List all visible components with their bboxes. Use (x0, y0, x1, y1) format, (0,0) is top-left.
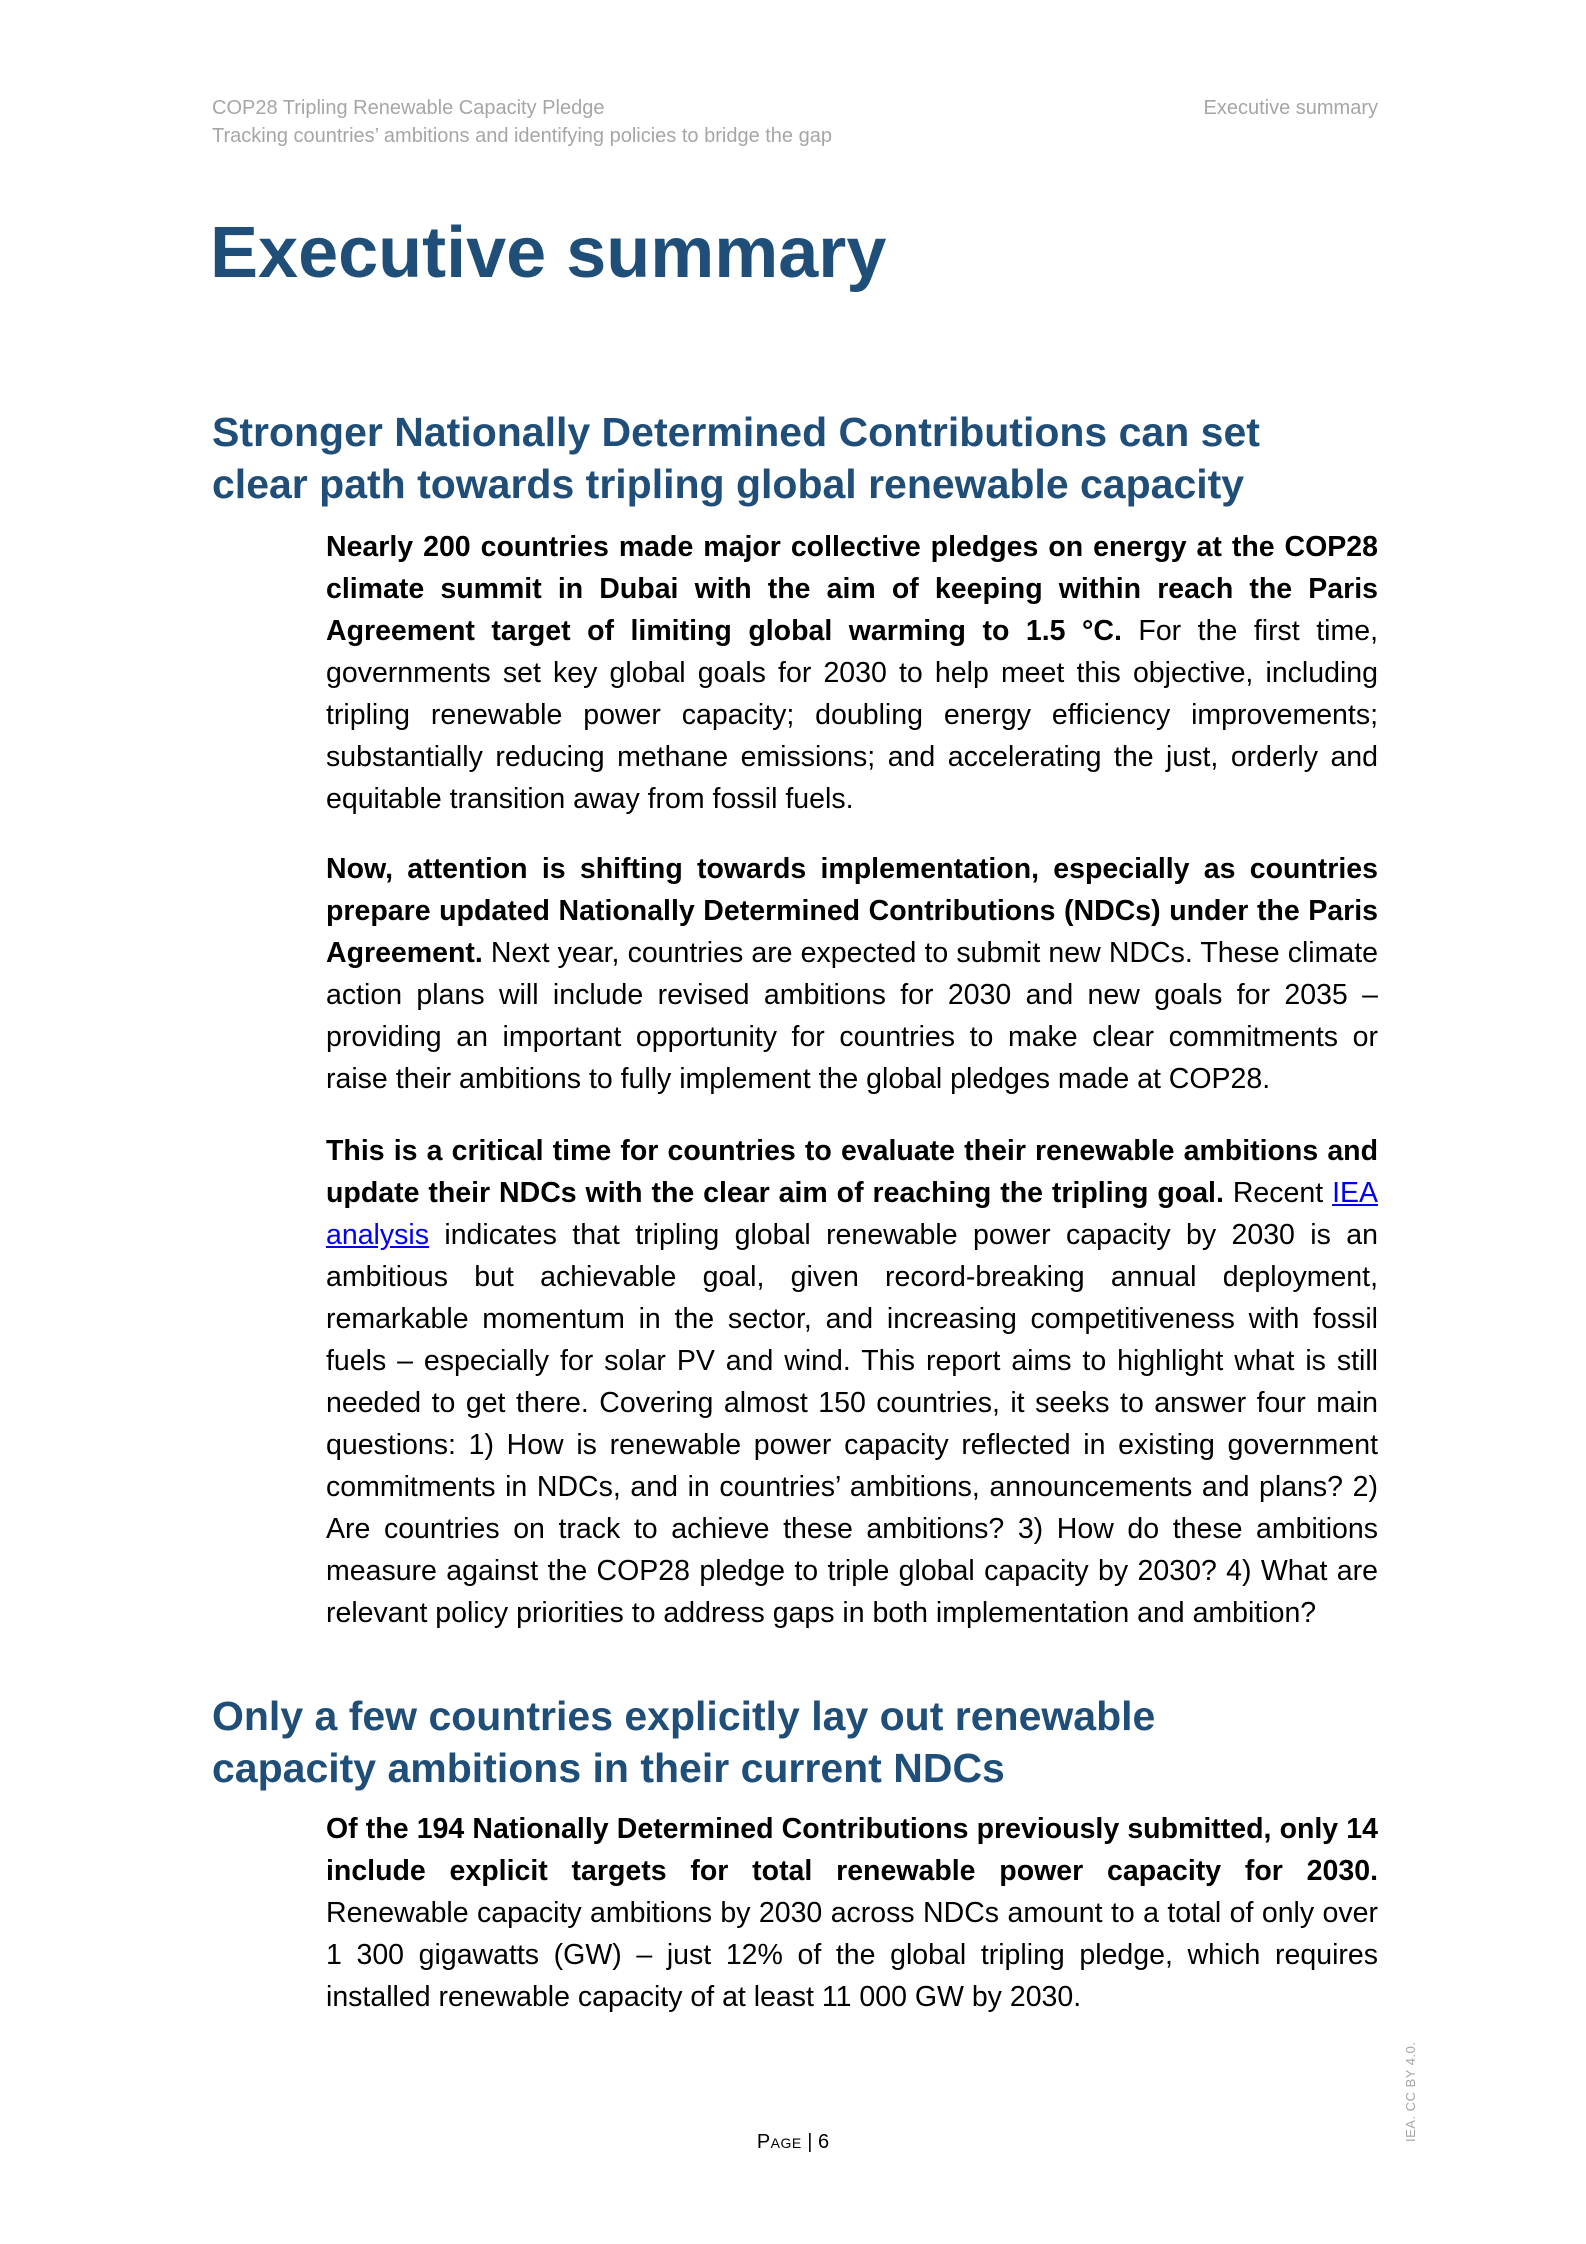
running-header-section: Executive summary (1203, 97, 1378, 119)
section-heading-line: clear path towards tripling global renewable capacity (212, 461, 1245, 507)
paragraph-body: For the first time, governments set key global goals for 2030 to help meet this objective, including tripling renewable power capacity; doubling energy efficiency improvements; substantially reducing methane emissions; and accelerating the just, orderly and equitable transition away from fossil fuels. (326, 615, 1378, 815)
section-heading-ndc-path (212, 406, 1378, 510)
section-heading-line: Stronger Nationally Determined Contributions can set (212, 409, 1260, 455)
report-title: COP28 Tripling Renewable Capacity Pledge (212, 97, 605, 119)
page-number: 6 (818, 2131, 830, 2153)
paragraph-cop28-pledges (326, 526, 1378, 820)
paragraph-lead: Now, attention is shifting towards implementation, especially as countries prepare updated Nationally Determined Contributions (NDCs) under the Paris Agreement. (326, 853, 1378, 969)
paragraph-implementation (326, 848, 1378, 1100)
page-label: Page (756, 2131, 802, 2153)
paragraph-critical-time (326, 1130, 1378, 1634)
paragraph-body: Recent (1223, 1177, 1333, 1209)
section-heading-line: Only a few countries explicitly lay out renewable (212, 1693, 1156, 1739)
section-heading-line: capacity ambitions in their current NDCs (212, 1745, 1005, 1791)
paragraph-lead: Of the 194 Nationally Determined Contributions previously submitted, only 14 include explicit targets for total renewable power capacity for 2030. (326, 1813, 1378, 1887)
page-footer (0, 2128, 1586, 2156)
section-heading-ndc-ambitions (212, 1690, 1378, 1794)
paragraph-lead: Nearly 200 countries made major collective pledges on energy at the COP28 climate summit in Dubai with the aim of keeping within reach the Paris Agreement target of limiting global warming to 1.5 °C. (326, 531, 1378, 647)
license-note: IEA. CC BY 4.0. (1403, 2041, 1418, 2142)
paragraph-lead: This is a critical time for countries to evaluate their renewable ambitions and update their NDCs with the clear aim of reaching the tripling goal. (326, 1135, 1378, 1209)
report-subtitle: Tracking countries’ ambitions and identifying policies to bridge the gap (212, 125, 832, 147)
running-header-left (212, 94, 1112, 150)
paragraph-body: indicates that tripling global renewable power capacity by 2030 is an ambitious but achievable goal, given record-breaking annual deployment, remarkable momentum in the sector, and increasing competitiveness with fossil fuels – especially for solar PV and wind. This report aims to highlight what is still needed to get there. Covering almost 150 countries, it seeks to answer four main questions: 1) How is renewable power capacity reflected in existing government commitments in NDCs, and in countries’ ambitions, announcements and plans? 2) Are countries on track to achieve these ambitions? 3) How do these ambitions measure against the COP28 pledge to triple global capacity by 2030? 4) What are relevant policy priorities to address gaps in both implementation and ambition? (326, 1219, 1378, 1629)
page-title: Executive summary (210, 213, 887, 293)
paragraph-ndc-targets (326, 1808, 1378, 2018)
page-separator: | (801, 2131, 819, 2153)
paragraph-body: Renewable capacity ambitions by 2030 across NDCs amount to a total of only over 1 300 gigawatts (GW) – just 12% of the global tripling pledge, which requires installed renewable capacity of at least 11 000 GW by 2030. (326, 1897, 1378, 2013)
iea-analysis-link[interactable]: IEA analysis (326, 1177, 1378, 1251)
paragraph-body: Next year, countries are expected to submit new NDCs. These climate action plans will include revised ambitions for 2030 and new goals for 2035 – providing an important opportunity for countries to make clear commitments or raise their ambitions to fully implement the global pledges made at COP28. (326, 937, 1378, 1095)
